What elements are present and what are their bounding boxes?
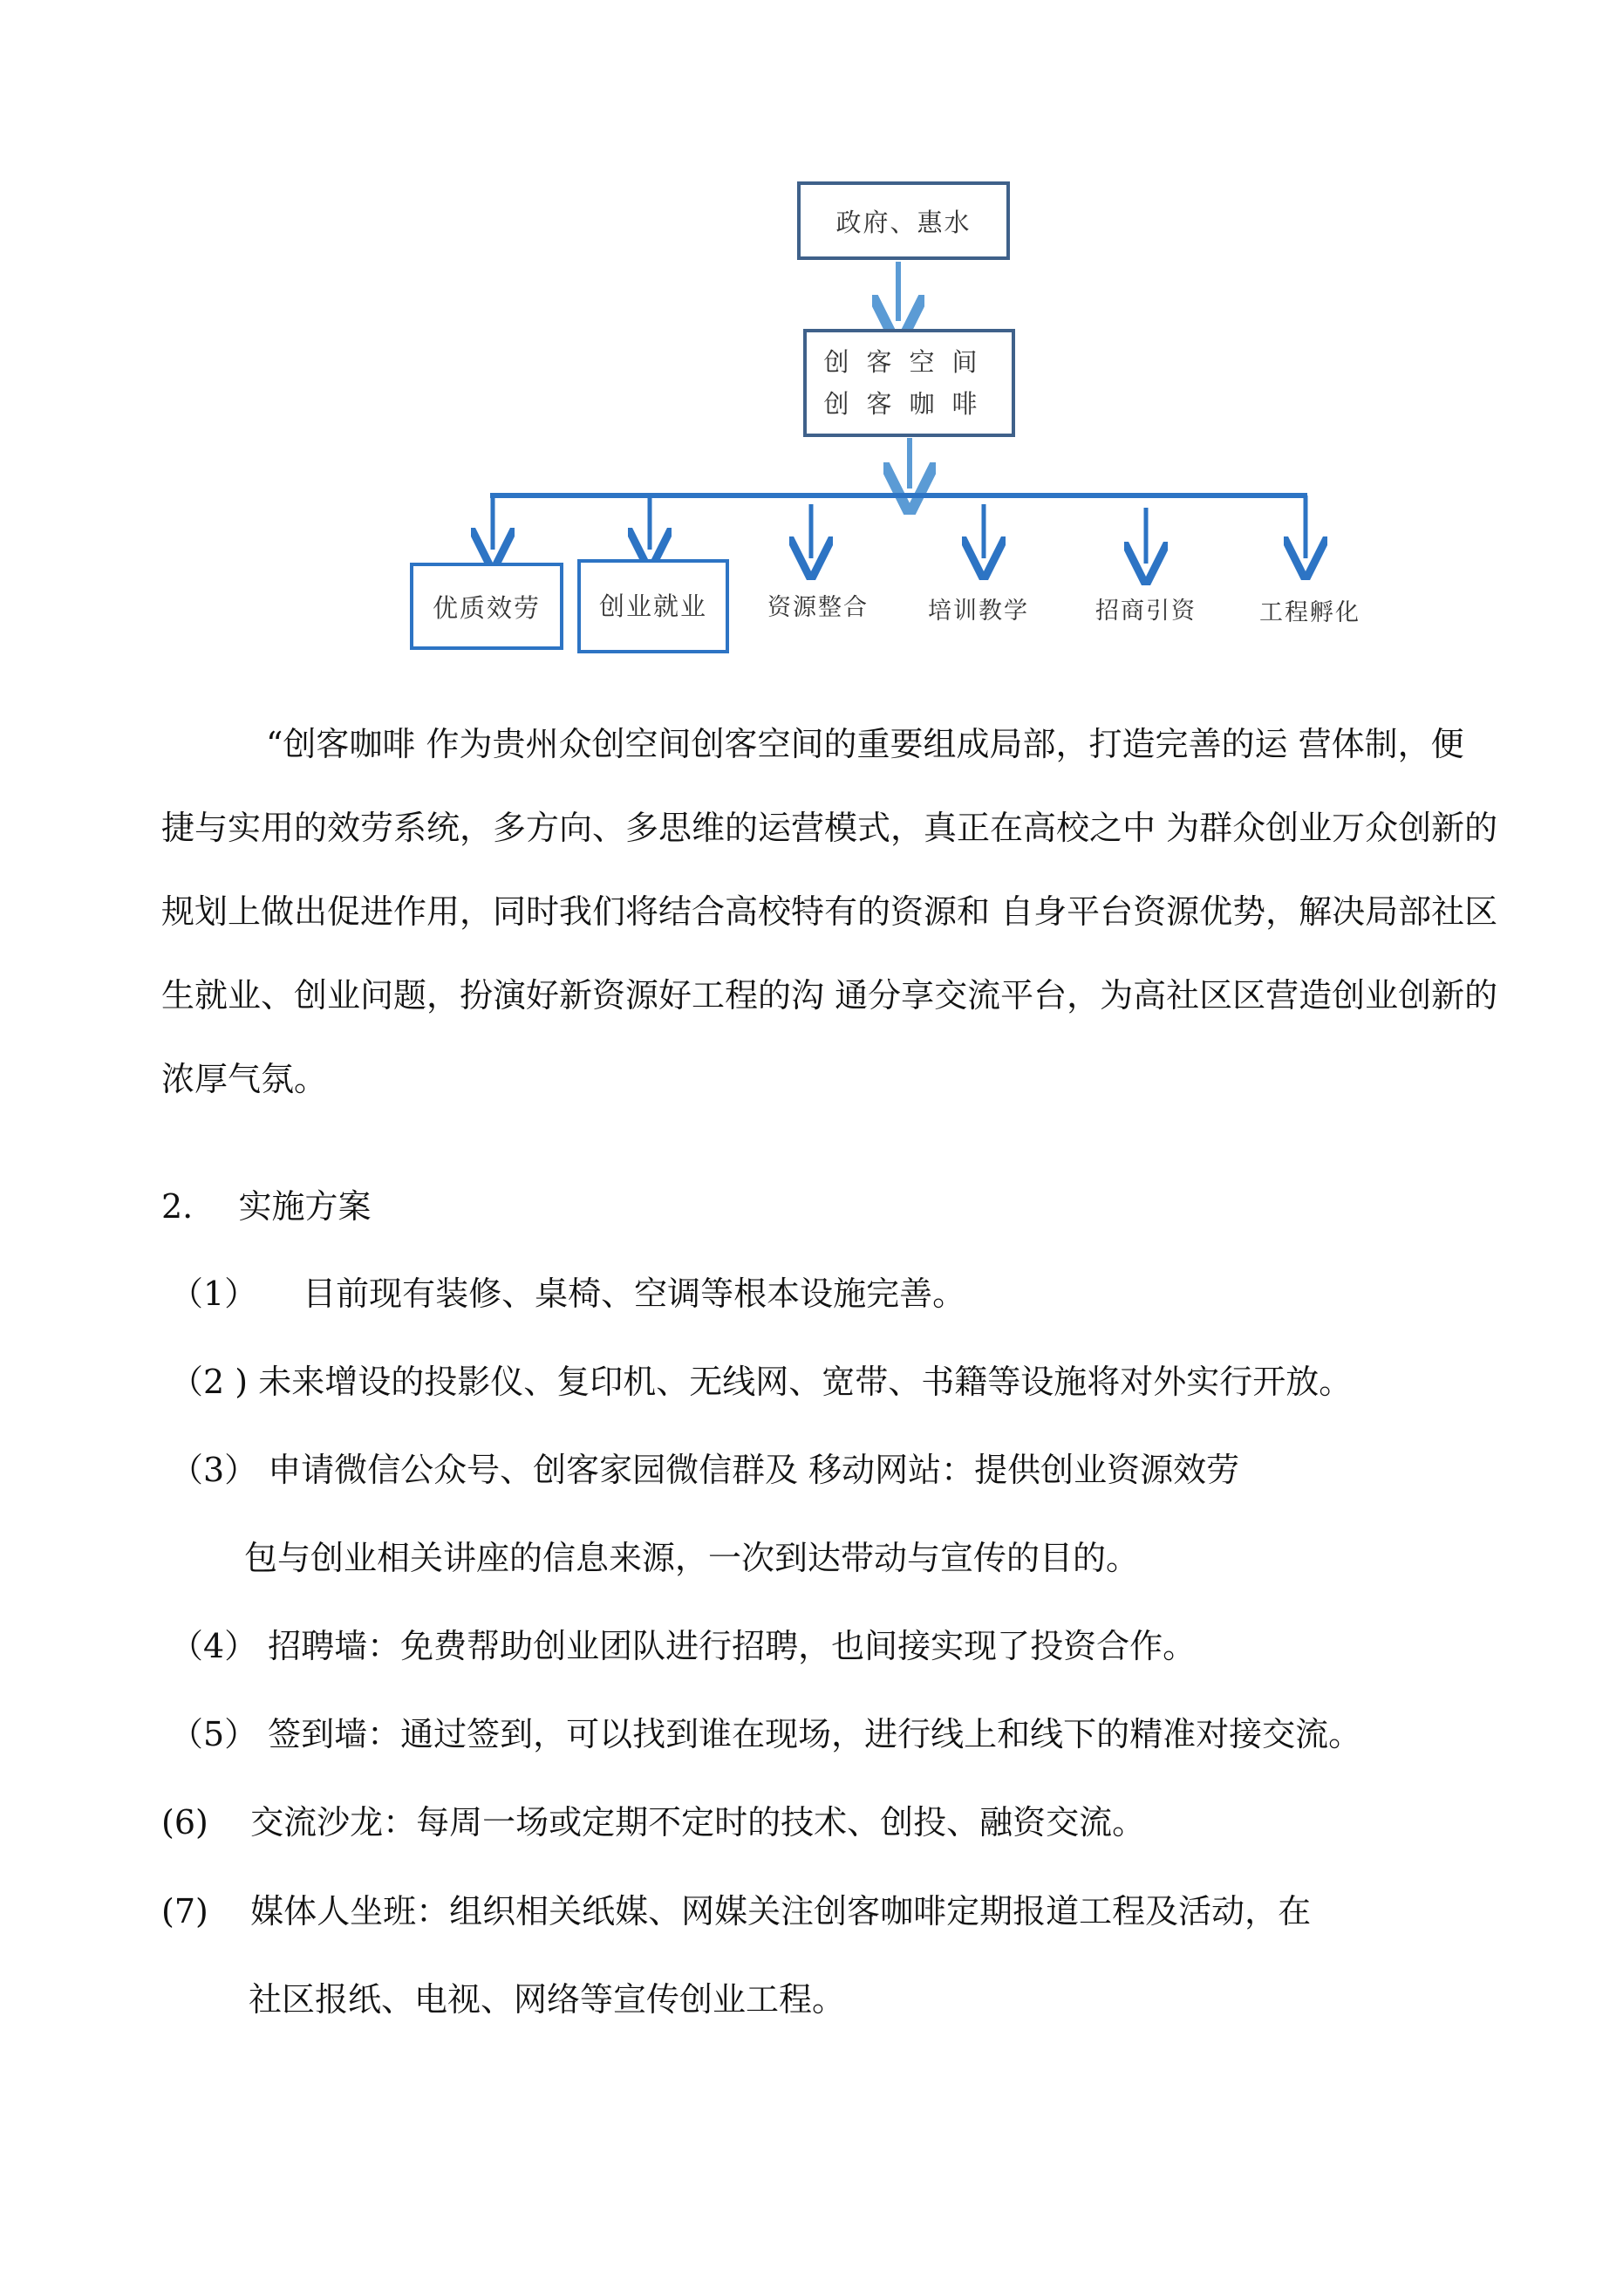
- paragraph-line-3: 规划上做出促进作用，同时我们将结合高校特有的资源和 自身平台资源优势，解决局部社区: [161, 892, 1498, 931]
- top-box-government: [797, 181, 1010, 260]
- intro-paragraph: [161, 702, 1616, 1121]
- leaf-box-1: [410, 563, 563, 650]
- item-text-5: 签到墙：通过签到，可以找到谁在现场，进行线上和线下的精准对接交流。: [268, 1715, 1362, 1753]
- item-number-2: （2 ): [170, 1363, 249, 1401]
- list-item-3: [170, 1445, 1239, 1494]
- item-text-4: 招聘墙：免费帮助创业团队进行招聘，也间接实现了投资合作。: [268, 1627, 1197, 1665]
- item-number-6: (6): [161, 1803, 208, 1842]
- leaf-box-2: [577, 559, 729, 653]
- item-text-7b: 社区报纸、电视、网络等宣传创业工程。: [249, 1980, 846, 2019]
- list-item-4: [170, 1622, 1196, 1671]
- org-diagram: [0, 0, 1623, 680]
- list-item-6: [161, 1798, 1145, 1847]
- leaf-label-6: 工程孵化: [1259, 599, 1360, 626]
- middle-box-line1: 创客空间: [823, 347, 995, 377]
- top-box-label: 政府、惠水: [835, 207, 972, 237]
- list-item-5: [170, 1710, 1361, 1759]
- leaf-label-1: 优质效劳: [432, 592, 541, 623]
- item-text-3: 申请微信公众号、创客家园微信群及 移动网站：提供创业资源效劳: [268, 1451, 1240, 1489]
- item-text-3b: 包与创业相关讲座的信息来源，一次到达带动与宣传的目的。: [244, 1539, 1140, 1577]
- list-item-1: [170, 1269, 965, 1318]
- paragraph-line-2: 捷与实用的效劳系统，多方向、多思维的运营模式，真正在高校之中 为群众创业万众创新的: [161, 809, 1498, 847]
- list-item-7: [161, 1887, 1311, 1936]
- item-text-7: 媒体人坐班：组织相关纸媒、网媒关注创客咖啡定期报道工程及活动，在: [250, 1892, 1312, 1930]
- middle-box-maker-space: [803, 329, 1015, 437]
- item-number-3: （3）: [170, 1451, 258, 1489]
- leaf-label-3: 资源整合: [767, 594, 869, 621]
- list-item-3-continuation: [244, 1534, 1139, 1582]
- item-number-5: （5）: [170, 1715, 258, 1753]
- item-number-4: （4）: [170, 1627, 258, 1665]
- item-text-2: 未来增设的投影仪、复印机、无线网、宽带、书籍等设施将对外实行开放。: [258, 1363, 1353, 1401]
- paragraph-line-4: 生就业、创业问题，扮演好新资源好工程的沟 通分享交流平台，为高社区区营造创业创新的: [161, 976, 1498, 1015]
- section-number: 2.: [161, 1187, 194, 1226]
- paragraph-line-5: 浓厚气氛。: [161, 1060, 328, 1098]
- item-number-1: （1）: [170, 1274, 258, 1313]
- section-title-text: 实施方案: [238, 1187, 372, 1226]
- list-item-7-continuation: [249, 1975, 845, 2024]
- paragraph-line-1: “创客咖啡 作为贵州众创空间创客空间的重要组成局部，打造完善的运 营体制，便: [266, 725, 1464, 763]
- leaf-label-2: 创业就业: [598, 591, 707, 621]
- item-text-1: 目前现有装修、桌椅、空调等根本设施完善。: [303, 1274, 966, 1313]
- item-number-7: (7): [161, 1892, 208, 1930]
- item-text-6: 交流沙龙：每周一场或定期不定时的技术、创投、融资交流。: [250, 1803, 1146, 1842]
- leaf-label-5: 招商引资: [1095, 598, 1197, 625]
- section-heading: [161, 1182, 371, 1231]
- list-item-2: [170, 1357, 1352, 1406]
- middle-box-line2: 创客咖啡: [823, 389, 995, 419]
- leaf-label-4: 培训教学: [928, 598, 1029, 625]
